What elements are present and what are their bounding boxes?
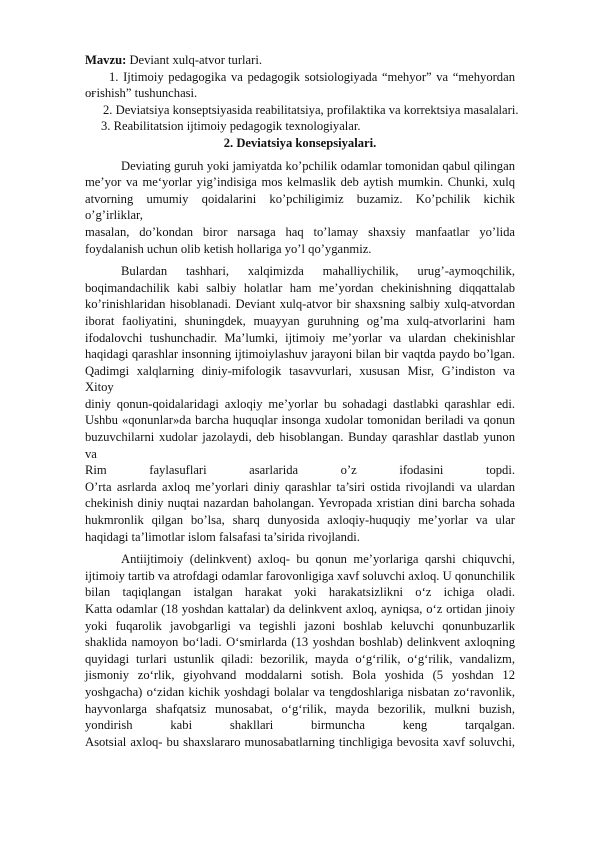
p1-line: Deviating guruh yoki jamiyatda ko’pchilik odamlar tomonidan qabul qilingan <box>121 158 515 173</box>
p3-line: yoki fuqarolik javobgarligi va tegishli jazoni boshlab keluvchi qonunbuzarlik <box>85 618 515 633</box>
p3-line: shaklida namoyon bo‘ladi. O‘smirlarda (13 yoshdan boshlab) delinkvent axloqning <box>85 635 515 650</box>
document-page <box>85 52 519 750</box>
p2-line: ko’rinishlaridan hisoblanadi. Deviant xulq-atvor bir shaxsning salbiy xulq-atvordan <box>85 297 515 312</box>
p2-line: hukmronlik qilgan bo’lsa, sharq dunyosida axloqiy-huquqiy me’yorlar va ular <box>85 513 515 528</box>
p2-line: chekinish diniy nuqtai nazardan baholangan. Yevropada xristian dini barcha sohada <box>85 496 515 511</box>
plan-item-1-cont: oғishish” tushunchasi. <box>85 86 198 101</box>
p3-line: bilan taqiqlangan istalgan harakat yoki harakatsizlikni o‘z ichiga oladi. <box>85 585 515 600</box>
p3-line: Asotsial axloq- bu shaxslararo munosabatlarning tinchligiga bevosita xavf soluvchi, <box>85 734 515 749</box>
topic-text: Deviant xulq-atvor turlari. <box>129 53 262 67</box>
paragraph-3 <box>85 551 515 750</box>
p2-line: haqidagi qarashlar insonning ijtimoiylashuv jarayoni bilan bir vaqtda paydo bo’lgan. <box>85 347 515 362</box>
topic-line <box>85 52 515 69</box>
p3-line: Antiijtimoiy (delinkvent) axloq- bu qonun me’yorlariga qarshi chiquvchi, <box>121 552 515 567</box>
p3-line: hayvonlarga shafqatsiz munosabat, o‘g‘rilik, mayda bezorilik, mulkni buzish, <box>85 701 515 716</box>
p2-line: Ushbu «qonunlar»da barcha huquqlar insonga xudolar tomonidan beriladi va qonun <box>85 413 515 428</box>
p3-line: yoshgacha) o‘zidan kichik yoshdagi bolalar va tengdoshlariga nisbatan zo‘ravonlik, <box>85 684 515 699</box>
p3-line: Katta odamlar (18 yoshdan kattalar) da delinkvent axloq, ayniqsa, o‘z ortidan jinoiy <box>85 602 515 616</box>
plan-item-3: 3. Reabilitatsion ijtimoiy pedagogik texnologiyalar. <box>101 119 361 134</box>
p1-line: masalan, do’kondan biror narsaga haq to’lamay shaxsiy manfaatlar yo’lida <box>85 224 515 239</box>
p1-line: me’yor va me‘yorlar yig’indisiga mos kelmaslik deb aytish mumkin. Chunki, xulq <box>85 175 515 190</box>
section-title: 2. Deviatsiya konsepsiyalari. <box>223 135 377 150</box>
p3-line: jismoniy zo‘rlik, giyohvand moddalarni sotish. Bola yoshida (5 yoshdan 12 <box>85 668 515 683</box>
p3-line: quyidagi turlari ustunlik qiladi: bezorilik, mayda o‘g‘rilik, o‘g‘rilik, vandalizm, <box>85 651 515 666</box>
p3-line: ijtimoiy tartib va atrofdagi odamlar farovonligiga xavf soluvchi axloq. U qonunchilik <box>85 568 515 583</box>
p2-line: Rim faylasuflari asarlarida o’z ifodasini topdi. <box>85 463 515 478</box>
p2-line: diniy qonun-qoidalaridagi axloqiy me’yorlar bu sohadagi dastlabki qarashlar edi. <box>85 396 515 411</box>
plan-item-1: 1. Ijtimoiy pedagogika va pedagogik sotsiologiyada “mehyor” va “mehyordan <box>109 69 515 84</box>
p2-line: ifodalovchi tushunchadir. Ma’lumki, ijtimoiy me’yorlar va ulardan chekinishlar <box>85 330 515 345</box>
plan-item-2: 2. Deviatsiya konseptsiyasida reabilitatsiya, profilaktika va korrektsiya masalalari. <box>103 102 519 117</box>
p2-line: haqidagi ta’limotlar islom falsafasi ta’sirida rivojlandi. <box>85 529 360 544</box>
p2-line: boqimandachilik kabi salbiy holatlar ham me’yordan chekinishning diqqattalab <box>85 280 515 295</box>
paragraph-2 <box>85 263 515 545</box>
p2-line: Qadimgi xalqlarning diniy-mifologik tasavvurlari, xususan Misr, G’indiston va Xitoy <box>85 363 515 395</box>
paragraph-1 <box>85 158 515 258</box>
p3-line: yondirish kabi shakllari birmuncha keng tarqalgan. <box>85 718 515 733</box>
p1-line: foydalanish uchun olib ketish hollariga yo’l qo’yganmiz. <box>85 241 372 256</box>
p2-line: buzuvchilarni xudolar jazolaydi, deb hisoblangan. Bunday qarashlar dastlab yunon va <box>85 430 515 461</box>
topic-label: Mavzu: <box>85 53 127 67</box>
p2-line: Bulardan tashhari, xalqimizda mahalliychilik, urug’-aymoqchilik, <box>121 264 515 279</box>
p2-line: iborat faoliyatini, shuningdek, muayyan guruhning og’ma xulq-atvorlarini ham <box>85 313 515 328</box>
p1-line: atvorning umumiy qoidalarini ko’pchiligimiz buzamiz. Ko’pchilik kichik o’g’irliklar, <box>85 191 515 223</box>
p2-line: O’rta asrlarda axloq me’yorlari diniy qarashlar ta’siri ostida rivojlandi va ulardan <box>85 479 515 494</box>
